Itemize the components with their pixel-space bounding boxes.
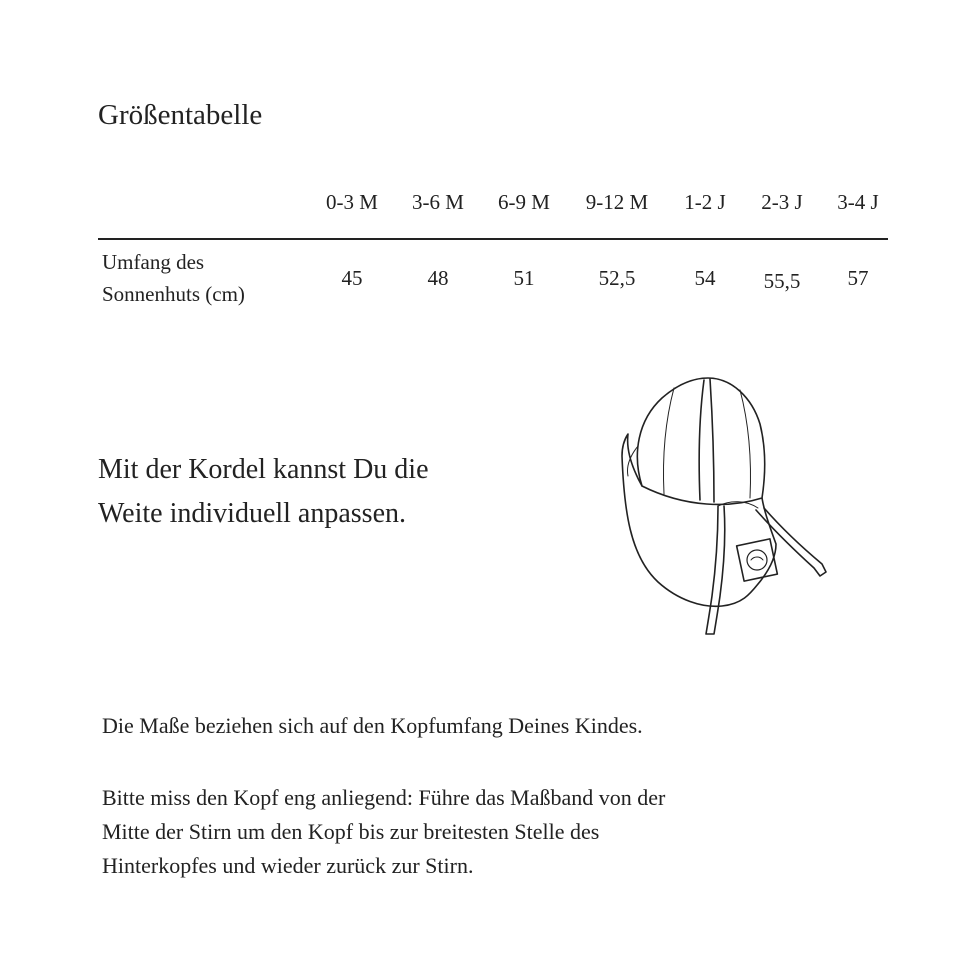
table-row — [98, 246, 888, 310]
table-divider — [98, 238, 888, 240]
column-header: 9-12 M — [585, 190, 649, 214]
column-header: 1-2 J — [684, 190, 726, 214]
table-cell: 52,5 — [598, 266, 636, 290]
instruction-line: Hinterkopfes und wieder zurück zur Stirn. — [102, 853, 474, 878]
column-header: 6-9 M — [498, 190, 550, 214]
hat-crown — [637, 378, 764, 504]
page-title: Größentabelle — [98, 99, 263, 131]
row-label-line: Sonnenhuts (cm) — [102, 282, 245, 306]
measuring-instructions — [102, 781, 862, 883]
table-cell: 57 — [847, 266, 869, 290]
instruction-line: Mitte der Stirn um den Kopf bis zur breitesten Stelle des — [102, 819, 600, 844]
table-header-row — [98, 186, 888, 226]
column-header: 2-3 J — [761, 190, 803, 214]
cord-text-line: Mit der Kordel kannst Du die — [98, 454, 429, 485]
table-cell: 48 — [427, 266, 449, 290]
hat-cord — [706, 502, 826, 634]
row-label — [102, 246, 322, 310]
row-label-line: Umfang des — [102, 250, 205, 274]
column-header: 3-4 J — [837, 190, 879, 214]
cord-text-line: Weite individuell anpassen. — [98, 498, 406, 529]
table-cell: 55,5 — [763, 269, 801, 293]
table-cell: 45 — [341, 266, 363, 290]
measurement-note: Die Maße beziehen sich auf den Kopfumfang Deines Kindes. — [102, 713, 643, 738]
sun-hat-illustration — [600, 360, 850, 650]
instruction-line: Bitte miss den Kopf eng anliegend: Führe das Maßband von der — [102, 785, 666, 810]
table-cell: 54 — [694, 266, 716, 290]
size-table — [98, 186, 888, 306]
cord-adjust-text — [98, 448, 538, 536]
column-header: 3-6 M — [412, 190, 464, 214]
table-cell: 51 — [513, 266, 535, 290]
column-header: 0-3 M — [326, 190, 378, 214]
hat-label-patch — [737, 539, 778, 581]
